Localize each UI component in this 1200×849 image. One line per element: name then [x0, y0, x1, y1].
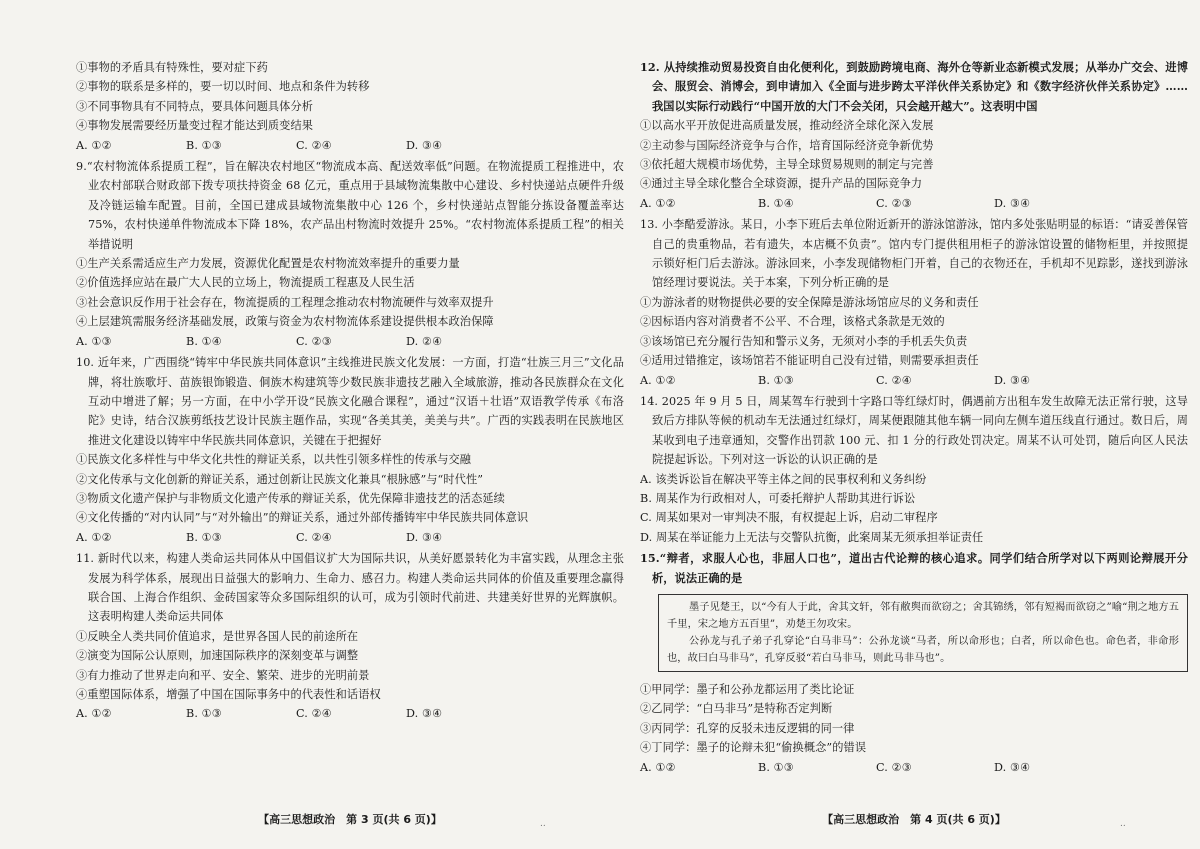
question-14 [640, 392, 1188, 547]
q14-option-b: B. 周某作为行政相对人，可委托辩护人帮助其进行诉讼 [640, 491, 916, 505]
question-13 [640, 215, 1188, 390]
question-9 [76, 157, 624, 351]
q9-option-2: ②价值选择应站在最广大人民的立场上，物流提质工程惠及人民生活 [76, 276, 415, 290]
q9-choice-a: A. ①③ [76, 334, 112, 348]
q8-choice-a: A. ①② [76, 138, 112, 152]
q13-option-4: ④适用过错推定，该场馆若不能证明自己没有过错，则需要承担责任 [640, 354, 979, 368]
page-4 [640, 58, 1188, 838]
q15-material-2: 公孙龙与孔子弟子孔穿论“白马非马”：公孙龙谈“马者，所以命形也；白者，所以命色也。命色者，非命形也，故曰白马非马”，孔穿反驳“若白马非马，则此马非马也”。 [667, 635, 1179, 664]
q8-option-2: ②事物的联系是多样的，要一切以时间、地点和条件为转移 [76, 80, 370, 94]
q15-material-1: 墨子见楚王，以“今有人于此，舍其文轩，邻有敝舆而欲窃之；舍其锦绣，邻有短褐而欲窃之”喻“荆之地方五千里，宋之地方五百里”，劝楚王勿攻宋。 [667, 601, 1179, 630]
question-10 [76, 353, 624, 547]
page-4-footer: 【高三思想政治 第 4 页(共 6 页)】 [822, 813, 1006, 826]
q12-choice-b: B. ①④ [758, 196, 794, 210]
q15-stem: 15.“辩者，求服人心也，非屈人口也”，道出古代论辩的核心追求。同学们结合所学对以下两则论辩展开分析，说法正确的是 [640, 551, 1188, 585]
q10-choice-b: B. ①③ [186, 530, 222, 544]
q14-option-a: A. 该类诉讼旨在解决平等主体之间的民事权利和义务纠纷 [640, 472, 927, 486]
q11-option-3: ③有力推动了世界走向和平、安全、繁荣、进步的光明前景 [76, 668, 370, 682]
q11-option-4: ④重塑国际体系，增强了中国在国际事务中的代表性和话语权 [76, 688, 381, 701]
q13-option-2: ②因标语内容对消费者不公平、不合理，该格式条款是无效的 [640, 315, 945, 329]
q11-option-2: ②演变为国际公认原则，加速国际秩序的深刻变革与调整 [76, 649, 359, 663]
q11-choice-d: D. ③④ [406, 707, 443, 721]
page-3 [76, 58, 624, 838]
q9-stem: 9.“农村物流体系提质工程”，旨在解决农村地区“物流成本高、配送效率低”问题。在物流提质工程推进中，农业农村部联合财政部下拨专项扶持资金 68 亿元，重点用于县域物流集散中心建设、乡村快递站点硬件升级及冷链运输车配置。目前，全国已建成县域物流集散中心 126 个，乡村快递站点智能分拣设备覆盖率达 75%，农村快递单件物流成本下降 18%，农产品出村物流时效提升 25%。“农村物流体系提质工程”的相关举措说明 [76, 160, 624, 251]
q15-option-2: ②乙同学：“白马非马”是特称否定判断 [640, 702, 833, 716]
q15-choices [640, 758, 1188, 777]
q13-choices [640, 371, 1188, 390]
q8-option-1: ①事物的矛盾具有特殊性，要对症下药 [76, 61, 268, 74]
page-4-dots: .. [1120, 819, 1126, 829]
q10-option-3: ③物质文化遗产保护与非物质文化遗产传承的辩证关系，优先保障非遗技艺的活态延续 [76, 491, 505, 505]
q10-choice-a: A. ①② [76, 530, 112, 544]
q15-material-box [658, 594, 1188, 672]
q14-stem: 14. 2025 年 9 月 5 日，周某驾车行驶到十字路口等红绿灯时，偶遇前方出租车发生故障无法正常行驶，这导致后方排队等候的机动车无法通过红绿灯，周某便跟随其他车辆一同向左侧车道压线直行通过。数日后，周某收到电子违章通知，交警作出罚款 100 元、扣 1 分的行政处罚决定。周某不认可处罚，随后向区人民法院提起诉讼。下列对这一诉讼的认识正确的是 [640, 394, 1188, 467]
q12-choice-c: C. ②③ [876, 196, 912, 210]
q8-choice-d: D. ③④ [406, 138, 443, 152]
q8-option-4: ④事物发展需要经历量变过程才能达到质变结果 [76, 119, 314, 133]
q9-choice-d: D. ②④ [406, 334, 443, 348]
page-3-footer: 【高三思想政治 第 3 页(共 6 页)】 [258, 813, 442, 826]
q8-choice-b: B. ①③ [186, 138, 222, 152]
q12-option-3: ③依托超大规模市场优势，主导全球贸易规则的制定与完善 [640, 158, 934, 172]
q10-choice-c: C. ②④ [296, 530, 332, 544]
q11-stem: 11. 新时代以来，构建人类命运共同体从中国倡议扩大为国际共识，从美好愿景转化为丰富实践，从理念主张发展为科学体系，展现出日益强大的影响力、生命力、感召力。构建人类命运共同体的价值及重要理念赢得联合国、上海合作组织、金砖国家等众多国际组织的认可，成为引领时代前进、共建美好世界的光辉旗帜。这表明构建人类命运共同体 [76, 552, 624, 624]
q13-option-1: ①为游泳者的财物提供必要的安全保障是游泳场馆应尽的义务和责任 [640, 295, 979, 309]
q12-choices [640, 194, 1188, 213]
q9-choice-b: B. ①④ [186, 334, 222, 348]
q13-stem: 13. 小李酷爱游泳。某日，小李下班后去单位附近新开的游泳馆游泳，馆内多处张贴明显的标语：“请妥善保管自己的贵重物品，若有遗失，本店概不负责”。馆内专门提供租用柜子的游泳馆设置的储物柜里，并按照提示锁好柜门后去游泳。游泳回来，小李发现储物柜门开着，自己的衣物还在，手机却不见踪影，遂找到游泳馆经理讨要说法。关于本案，下列分析正确的是 [640, 218, 1188, 290]
q11-choices [76, 704, 624, 723]
q9-option-4: ④上层建筑需服务经济基础发展，政策与资金为农村物流体系建设提供根本政治保障 [76, 315, 494, 329]
question-15 [640, 549, 1188, 777]
question-8 [76, 58, 624, 155]
q12-option-1: ①以高水平开放促进高质量发展，推动经济全球化深入发展 [640, 119, 934, 133]
q12-option-4: ④通过主导全球化整合全球资源，提升产品的国际竞争力 [640, 177, 923, 191]
q10-option-1: ①民族文化多样性与中华文化共性的辩证关系，以共性引领多样性的传承与交融 [76, 453, 472, 467]
q11-choice-a: A. ①② [76, 707, 112, 721]
question-11 [76, 549, 624, 724]
q15-choice-c: C. ②③ [876, 760, 912, 774]
q13-choice-c: C. ②④ [876, 373, 912, 387]
q15-option-1: ①甲同学：墨子和公孙龙都运用了类比论证 [640, 682, 855, 696]
q9-choice-c: C. ②③ [296, 334, 332, 348]
q9-option-3: ③社会意识反作用于社会存在，物流提质的工程理念推动农村物流硬件与效率双提升 [76, 295, 494, 309]
question-12 [640, 58, 1188, 213]
q10-option-4: ④文化传播的“对内认同”与“对外输出”的辩证关系，通过外部传播铸牢中华民族共同体意识 [76, 511, 529, 525]
q10-choices [76, 528, 624, 547]
q15-choice-a: A. ①② [640, 760, 676, 774]
q11-option-1: ①反映全人类共同价值追求，是世界各国人民的前途所在 [76, 629, 359, 643]
q12-stem: 12. 从持续推动贸易投资自由化便利化，到鼓励跨境电商、海外仓等新业态新模式发展；从举办广交会、进博会、服贸会、消博会，到申请加入《全面与进步跨太平洋伙伴关系协定》和《数字经济伙伴关系协定》……我国以实际行动践行“中国开放的大门不会关闭，只会越开越大”。这表明中国 [640, 60, 1188, 113]
q15-option-3: ③丙同学：孔穿的反驳未违反逻辑的同一律 [640, 721, 855, 735]
q12-choice-a: A. ①② [640, 196, 676, 210]
q13-choice-d: D. ③④ [994, 373, 1031, 387]
q8-option-3: ③不同事物具有不同特点，要具体问题具体分析 [76, 99, 314, 113]
q13-option-3: ③该场馆已充分履行告知和警示义务，无须对小李的手机丢失负责 [640, 334, 968, 348]
q8-choice-c: C. ②④ [296, 138, 332, 152]
page-3-dots: .. [540, 819, 546, 829]
q10-option-2: ②文化传承与文化创新的辩证关系，通过创新让民族文化兼具“根脉感”与“时代性” [76, 472, 484, 486]
q11-choice-c: C. ②④ [296, 707, 332, 721]
q12-option-2: ②主动参与国际经济竞争与合作，培育国际经济竞争新优势 [640, 138, 934, 152]
q13-choice-a: A. ①② [640, 373, 676, 387]
q15-option-4: ④丁同学：墨子的论辩未犯“偷换概念”的错误 [640, 741, 867, 755]
q10-stem: 10. 近年来，广西围绕“铸牢中华民族共同体意识”主线推进民族文化发展：一方面，打造“壮族三月三”文化品牌，将壮族歌圩、苗族银饰锻造、侗族木构建筑等少数民族非遗技艺融入全域旅游，推动各民族群众在文化互动中增进了解；另一方面，在中小学开设“民族文化融合课程”，通过“汉语＋壮语”双语教学传承《布洛陀》史诗，结合汉族剪纸技艺设计民族主题作品，实现“各美其美，美美与共”。广西的实践表明在民族地区推进文化建设以铸牢中华民族共同体意识，关键在于把握好 [76, 356, 624, 447]
q15-choice-d: D. ③④ [994, 760, 1031, 774]
q10-choice-d: D. ③④ [406, 530, 443, 544]
q8-choices [76, 136, 624, 155]
q9-choices [76, 332, 624, 351]
q14-option-d: D. 周某在举证能力上无法与交警队抗衡，此案周某无须承担举证责任 [640, 530, 984, 544]
q15-choice-b: B. ①③ [758, 760, 794, 774]
q11-choice-b: B. ①③ [186, 707, 222, 721]
q9-option-1: ①生产关系需适应生产力发展，资源优化配置是农村物流效率提升的重要力量 [76, 257, 460, 271]
q12-choice-d: D. ③④ [994, 196, 1031, 210]
q14-option-c: C. 周某如果对一审判决不服，有权提起上诉，启动二审程序 [640, 511, 938, 525]
q13-choice-b: B. ①③ [758, 373, 794, 387]
